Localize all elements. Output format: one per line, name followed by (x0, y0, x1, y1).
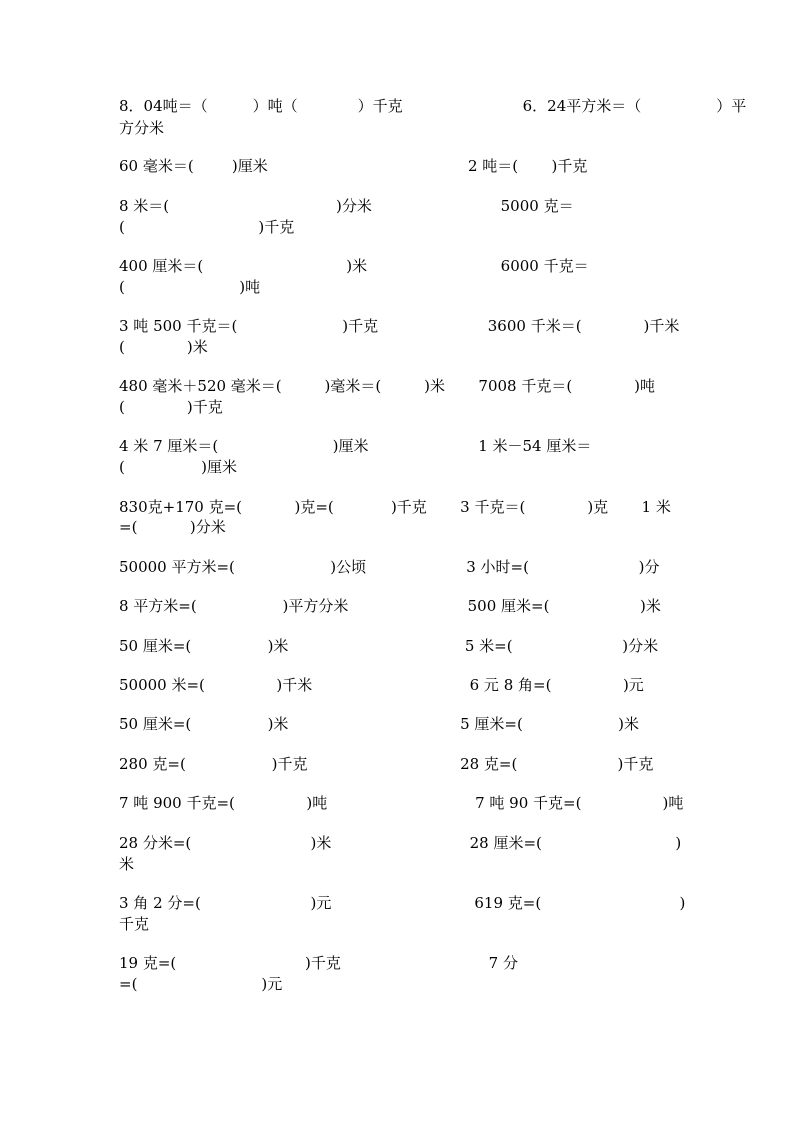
text-line: 480 毫米＋520 毫米＝( )毫米＝( )米 7008 千克＝( )吨 (119, 377, 656, 395)
text-line: 7 吨 900 千克=( )吨 7 吨 90 千克=( )吨 (119, 794, 684, 812)
text-line: 28 分米=( )米 28 厘米=( ) (119, 834, 682, 852)
text-line: ( )厘米 (119, 458, 237, 476)
text-line: 60 毫米＝( )厘米 2 吨＝( )千克 (119, 157, 588, 175)
text-line: ( )米 (119, 338, 208, 356)
text-line: 50 厘米=( )米 5 厘米=( )米 (119, 715, 640, 733)
text-line: ( )吨 (119, 278, 261, 296)
text-line: 3 角 2 分=( )元 619 克=( ) (119, 894, 686, 912)
text-line: ( )千克 (119, 398, 223, 416)
text-line: 米 (119, 855, 135, 873)
text-line: ( )千克 (119, 218, 295, 236)
text-line: 50 厘米=( )米 5 米=( )分米 (119, 637, 659, 655)
text-line: 280 克=( )千克 28 克=( )千克 (119, 755, 654, 773)
text-line: 千克 (119, 915, 150, 933)
text-line: 8 米＝( )分米 5000 克＝ (119, 197, 574, 215)
text-line: 400 厘米＝( )米 6000 千克＝ (119, 257, 589, 275)
text-line: 8．04吨＝（ ）吨（ ）千克 6．24平方米＝（ ）平 (119, 97, 747, 115)
text-line: 19 克=( )千克 7 分 (119, 954, 518, 972)
text-line: 4 米 7 厘米＝( )厘米 1 米－54 厘米＝ (119, 437, 592, 455)
text-line: 8 平方米=( )平方分米 500 厘米=( )米 (119, 597, 661, 615)
text-line: 50000 米=( )千米 6 元 8 角=( )元 (119, 676, 644, 694)
text-line: 830克+170 克=( )克=( )千克 3 千克＝( )克 1 米 (119, 498, 671, 516)
text-line: =( )元 (119, 975, 283, 993)
text-line: 方分米 (119, 119, 165, 137)
text-line: 3 吨 500 千克＝( )千克 3600 千米＝( )千米 (119, 317, 680, 335)
text-line: =( )分米 (119, 518, 226, 536)
text-line: 50000 平方米=( )公顷 3 小时=( )分 (119, 558, 660, 576)
